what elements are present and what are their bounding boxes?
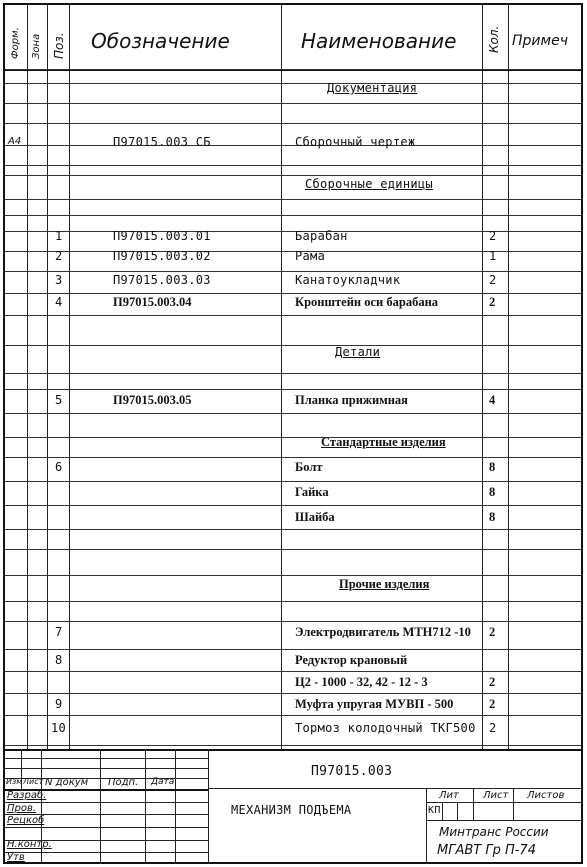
row-name: Барабан [295, 229, 348, 243]
row-line [5, 745, 581, 746]
row-line [5, 671, 581, 672]
header-note: Примеч [512, 33, 568, 49]
row-position: 2 [55, 249, 63, 263]
header-designation: Обозначение [91, 29, 230, 53]
row-name: Муфта упругая МУВП - 500 [295, 697, 454, 711]
row-position: 7 [55, 625, 63, 639]
row-line [5, 145, 581, 146]
row-line [5, 621, 581, 622]
row-name: Гайка [295, 485, 329, 499]
row-name: Сборочные единицы [305, 177, 433, 191]
rev-header-sheet: Лист [23, 777, 44, 786]
row-designation: П97015.003 СБ [113, 135, 211, 149]
row-position: 1 [55, 229, 63, 243]
col-divider-zone [47, 5, 48, 749]
titleblock-lit-col1 [473, 788, 474, 820]
rev-col-5 [175, 749, 176, 864]
row-form: А4 [8, 136, 22, 147]
header-name: Наименование [301, 29, 457, 53]
rev-header-date: Дата [151, 777, 175, 787]
rev-line-2 [5, 768, 208, 769]
rev-header-docnum: N докум [45, 777, 89, 788]
row-name: Ц2 - 1000 - 32, 42 - 12 - 3 [295, 675, 428, 689]
row-line [5, 103, 581, 104]
row-name: Кронштейн оси барабана [295, 295, 439, 309]
row-quantity: 2 [489, 273, 497, 287]
role-reviewer: Рецкоб [7, 815, 45, 826]
titleblock-lit-sub1 [442, 802, 443, 820]
col-divider-name [482, 5, 483, 749]
row-line [5, 437, 581, 438]
titleblock-lit-bottom [426, 820, 581, 821]
row-line [5, 165, 581, 166]
lit-value: КП [428, 805, 441, 816]
row-designation: П97015.003.02 [113, 249, 211, 263]
col-divider-pos [69, 5, 70, 749]
row-line [5, 413, 581, 414]
row-line [5, 715, 581, 716]
row-line [5, 529, 581, 530]
row-quantity: 2 [489, 295, 496, 309]
spec-sheet [3, 3, 583, 864]
row-line [5, 389, 581, 390]
product-name: МЕХАНИЗМ ПОДЪЕМА [231, 803, 352, 817]
lit-label: Лит [439, 790, 459, 801]
col-divider-qty [508, 5, 509, 749]
org-line-2: МГАВТ Гр П-74 [437, 843, 536, 858]
row-position: 10 [51, 721, 67, 735]
titleblock-mid [208, 788, 581, 789]
row-name: Канатоукладчик [295, 273, 401, 287]
row-line [5, 601, 581, 602]
row-designation: П97015.003.03 [113, 273, 211, 287]
row-position: 8 [55, 653, 63, 667]
row-line [5, 123, 581, 124]
titleblock-lit-col2 [513, 788, 514, 820]
row-name: Болт [295, 460, 323, 474]
row-quantity: 1 [489, 249, 497, 263]
row-line [5, 271, 581, 272]
row-name: Стандартные изделия [321, 435, 446, 449]
header-form: Форм. [10, 27, 21, 59]
sheets-label: Листов [527, 790, 565, 801]
row-designation: П97015.003.01 [113, 229, 211, 243]
row-name: Электродвигатель МТН712 -10 [295, 625, 471, 639]
row-position: 4 [55, 295, 63, 309]
row-line [5, 345, 581, 346]
row-quantity: 8 [489, 485, 496, 499]
role-normcontrol: Н.контр. [7, 839, 52, 850]
row-name: Планка прижимная [295, 393, 408, 407]
row-quantity: 2 [489, 229, 497, 243]
col-divider-form [27, 5, 28, 749]
titleblock-divider [208, 749, 209, 864]
role-developer: Разраб. [7, 790, 47, 801]
sheet-label: Лист [483, 790, 509, 801]
row-name: Детали [335, 345, 381, 359]
row-line [5, 69, 581, 70]
rev-line-1 [5, 758, 208, 759]
rev-header-change: Изм [6, 777, 23, 786]
row-quantity: 2 [489, 625, 496, 639]
row-line [5, 215, 581, 216]
role-approver: Утв [7, 852, 25, 863]
row-name: Документация [327, 81, 418, 95]
header-zone: Зона [31, 33, 42, 59]
rev-header-sign: Подп. [108, 777, 139, 788]
titleblock-lit-sub2 [457, 802, 458, 820]
org-line-1: Минтранс России [439, 825, 549, 839]
row-line [5, 575, 581, 576]
role-checker: Пров. [7, 803, 37, 814]
row-name: Сборочный чертеж [295, 135, 416, 149]
row-position: 6 [55, 460, 63, 474]
doc-number: П97015.003 [311, 764, 393, 779]
row-line [5, 457, 581, 458]
row-quantity: 2 [489, 675, 496, 689]
row-name: Рама [295, 249, 326, 263]
row-quantity: 2 [489, 721, 497, 735]
row-line [5, 175, 581, 176]
row-line [5, 649, 581, 650]
titleblock-lit-line [426, 802, 581, 803]
row-line [5, 315, 581, 316]
row-name: Редуктор крановый [295, 653, 408, 667]
row-line [5, 373, 581, 374]
row-position: 3 [55, 273, 63, 287]
row-line [5, 505, 581, 506]
rev-col-4 [145, 749, 146, 864]
header-pos: Поз. [52, 32, 66, 59]
row-quantity: 8 [489, 510, 496, 524]
row-designation: П97015.003.04 [113, 295, 192, 309]
titleblock-top [5, 749, 581, 751]
row-quantity: 4 [489, 393, 496, 407]
col-divider-designation [281, 5, 282, 749]
row-line [5, 481, 581, 482]
row-line [5, 199, 581, 200]
rev-line-9 [5, 852, 208, 853]
row-quantity: 2 [489, 697, 496, 711]
header-qty: Кол. [487, 25, 501, 53]
row-position: 5 [55, 393, 63, 407]
row-name: Тормоз колодочный ТКГ500 [295, 721, 476, 735]
row-line [5, 293, 581, 294]
row-position: 9 [55, 697, 63, 711]
row-designation: П97015.003.05 [113, 393, 192, 407]
row-line [5, 83, 581, 84]
row-line [5, 549, 581, 550]
row-quantity: 8 [489, 460, 496, 474]
row-line [5, 693, 581, 694]
rev-col-3 [100, 749, 101, 864]
titleblock-info-divider [426, 788, 427, 864]
row-name: Шайба [295, 510, 335, 524]
rev-line-7 [5, 827, 208, 828]
row-name: Прочие изделия [339, 577, 430, 591]
